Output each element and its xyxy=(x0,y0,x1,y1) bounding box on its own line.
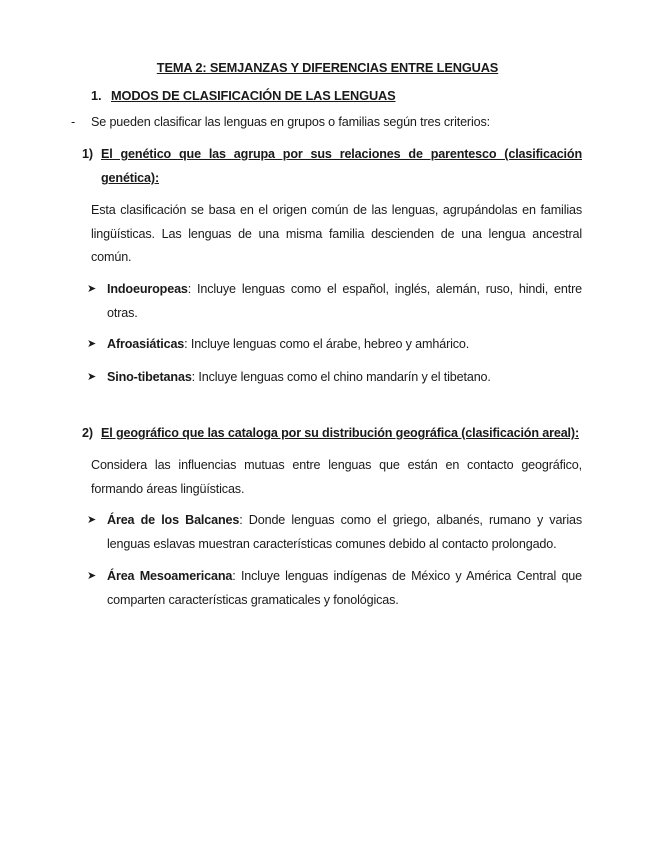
arrow-bullet-icon: ➤ xyxy=(87,283,97,295)
criterion-2-number: 2) xyxy=(82,426,93,440)
criterion-1-description: Esta clasificación se basa en el origen común de las lenguas, agrupándolas en familias lingüísticas. Las lenguas de una misma familia descienden de una lengua ancestral común. xyxy=(91,203,582,264)
section-heading-text: MODOS DE CLASIFICACIÓN DE LAS LENGUAS xyxy=(111,88,396,103)
list-item xyxy=(87,366,582,390)
criterion-1-heading-text: El genético que las agrupa por sus relaciones de parentesco (clasificación genética): xyxy=(101,147,582,185)
dash-marker: - xyxy=(71,115,76,129)
arrow-bullet-icon: ➤ xyxy=(87,338,97,350)
document-title: TEMA 2: SEMJANZAS Y DIFERENCIAS ENTRE LENGUAS xyxy=(156,60,499,75)
criterion-2-heading xyxy=(82,421,582,445)
list-item-term: Área Mesoamericana xyxy=(107,569,233,583)
list-item xyxy=(87,565,582,612)
list-item-term: Indoeuropeas xyxy=(107,282,188,296)
arrow-bullet-icon: ➤ xyxy=(87,570,97,582)
list-item xyxy=(87,509,582,556)
list-item-term: Sino-tibetanas xyxy=(107,370,192,384)
list-item-text: : Incluye lenguas indígenas de México y América Central que comparten características gramaticales y fonológicas. xyxy=(107,569,583,607)
criterion-2-description: Considera las influencias mutuas entre lenguas que están en contacto geográfico, formando áreas lingüísticas. xyxy=(91,458,582,496)
intro-line xyxy=(71,115,591,129)
arrow-bullet-icon: ➤ xyxy=(87,371,97,383)
criterion-1-number: 1) xyxy=(82,147,93,161)
list-item-text: : Incluye lenguas como el árabe, hebreo y amhárico. xyxy=(184,337,470,351)
list-item xyxy=(87,278,582,325)
list-item-text: : Incluye lenguas como el español, inglés, alemán, ruso, hindi, entre otras. xyxy=(107,282,582,320)
section-number: 1. xyxy=(91,88,102,103)
list-item-text: : Donde lenguas como el griego, albanés, rumano y varias lenguas eslavas muestran características comunes debido al contacto prolongado. xyxy=(107,513,582,551)
section-heading xyxy=(91,88,396,103)
list-item xyxy=(87,333,582,357)
list-item-term: Área de los Balcanes xyxy=(107,513,240,527)
criterion-1-heading xyxy=(82,142,582,190)
list-item-term: Afroasiáticas xyxy=(107,337,185,351)
intro-text: Se pueden clasificar las lenguas en grupos o familias según tres criterios: xyxy=(91,115,490,129)
arrow-bullet-icon: ➤ xyxy=(87,514,97,526)
list-item-text: : Incluye lenguas como el chino mandarín y el tibetano. xyxy=(191,370,491,384)
criterion-2-heading-text: El geográfico que las cataloga por su distribución geográfica (clasificación areal): xyxy=(101,426,579,440)
